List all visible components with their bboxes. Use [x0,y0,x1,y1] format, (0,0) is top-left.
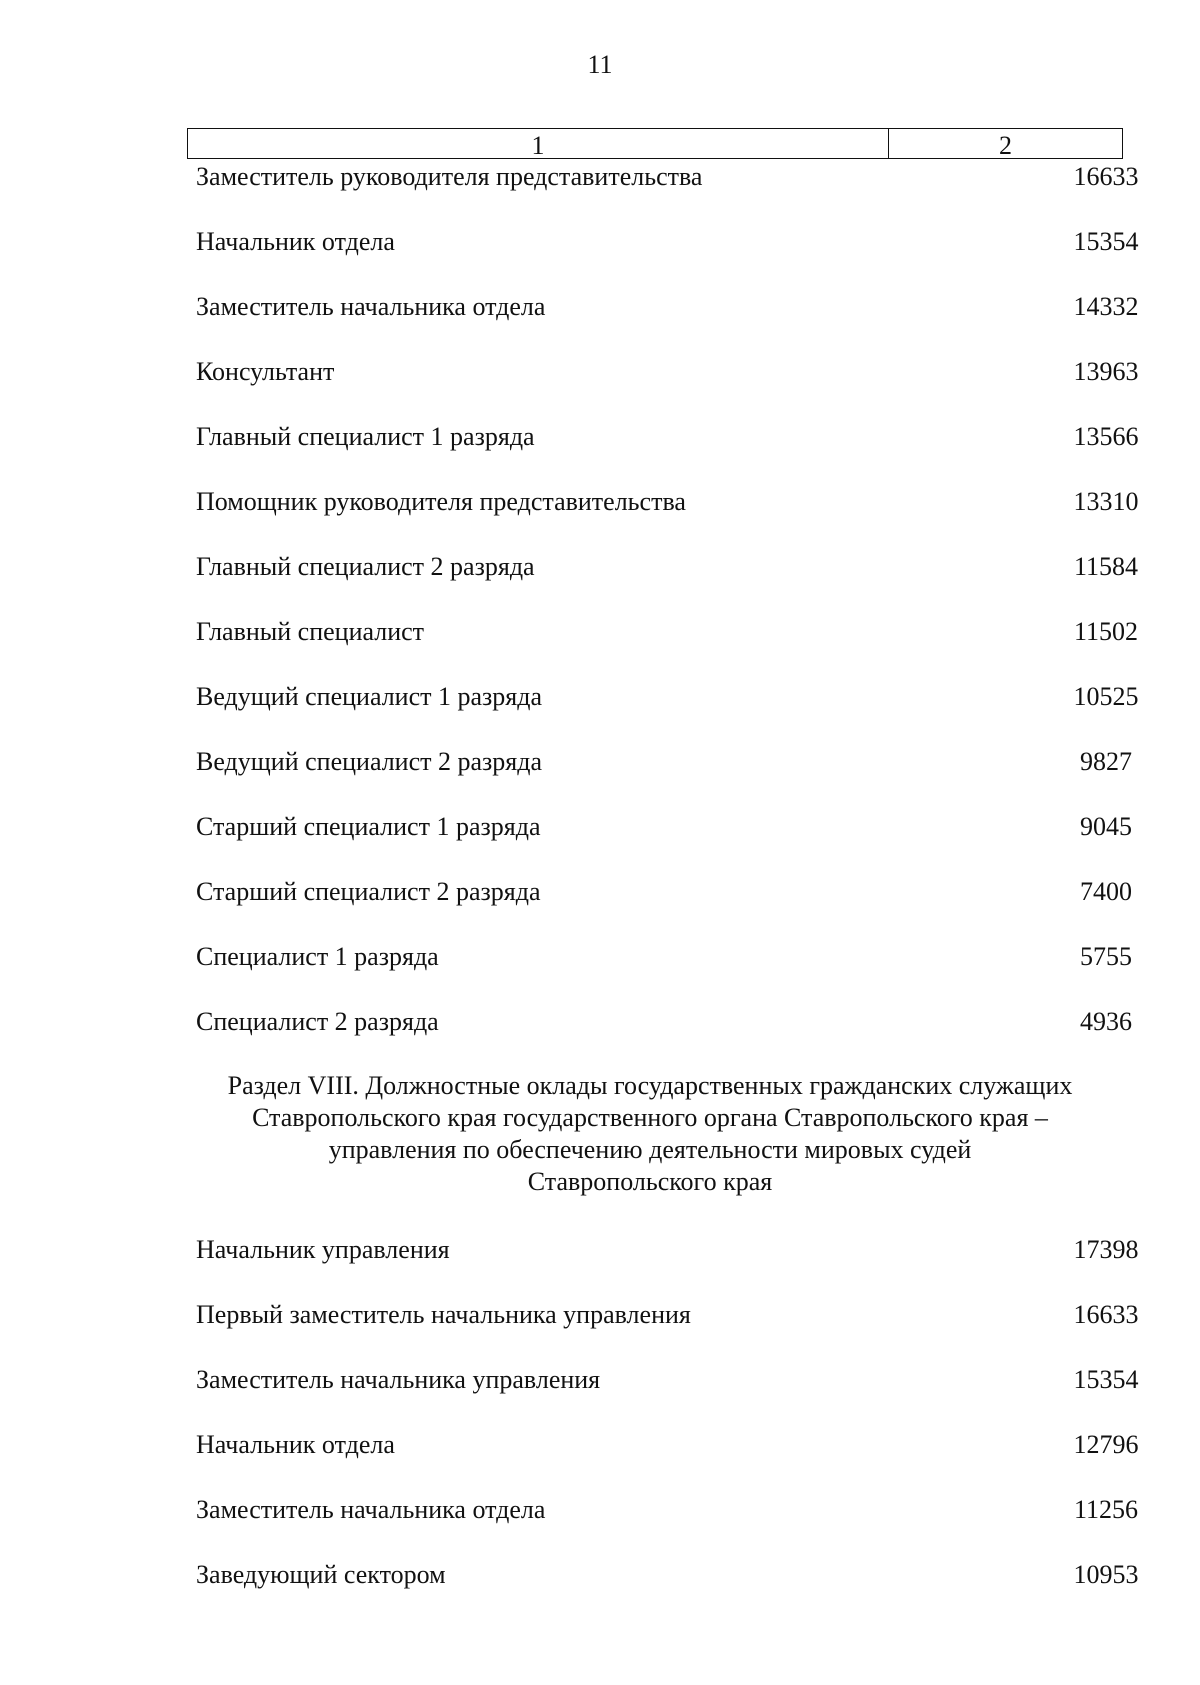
position-title: Главный специалист [196,617,425,646]
table-header-col1: 1 [188,129,889,158]
table-header [187,128,1123,159]
salary-value: 11256 [1073,1495,1139,1524]
position-title: Заместитель начальника отдела [196,1495,546,1524]
salary-value: 15354 [1073,1365,1139,1394]
table-row [196,617,1139,653]
section-heading-line4: Ставропольского края [527,1167,773,1196]
salary-value: 10525 [1073,682,1139,711]
position-title: Главный специалист 2 разряда [196,552,535,581]
position-title: Начальник отдела [196,227,395,256]
position-title: Первый заместитель начальника управления [196,1300,691,1329]
salary-value: 13566 [1073,422,1139,451]
position-title: Заведующий сектором [196,1560,446,1589]
position-title: Начальник управления [196,1235,450,1264]
table-row [196,1365,1139,1401]
table-header-col2: 2 [999,131,1012,160]
table-row [196,422,1139,458]
salary-value: 16633 [1073,162,1139,191]
table-row [196,812,1132,848]
salary-value: 4936 [1080,1007,1132,1036]
salary-value: 11502 [1073,617,1139,646]
table-row [196,942,1132,978]
table-row [196,747,1132,783]
position-title: Начальник отдела [196,1430,395,1459]
table-row [196,552,1139,588]
salary-value: 16633 [1073,1300,1139,1329]
table-row [196,227,1139,263]
salary-value: 9827 [1080,747,1132,776]
table-row [196,292,1139,328]
table-row [196,1560,1139,1596]
table-row [196,1300,1139,1336]
salary-value: 17398 [1073,1235,1139,1264]
salary-value: 14332 [1073,292,1139,321]
table-row [196,877,1132,913]
position-title: Заместитель начальника управления [196,1365,601,1394]
position-title: Старший специалист 1 разряда [196,812,541,841]
table-row [196,1430,1139,1466]
section-heading [150,1070,1150,1198]
section-heading-line2: Ставропольского края государственного органа Ставропольского края – [252,1103,1048,1132]
position-title: Специалист 2 разряда [196,1007,439,1036]
section-heading-line3: управления по обеспечению деятельности мировых судей [328,1135,972,1164]
position-title: Заместитель начальника отдела [196,292,546,321]
salary-value: 11584 [1073,552,1139,581]
position-title: Ведущий специалист 1 разряда [196,682,543,711]
table-row [196,162,1139,198]
table-row [196,1235,1139,1271]
salary-value: 13310 [1073,487,1139,516]
position-title: Ведущий специалист 2 разряда [196,747,543,776]
salary-value: 12796 [1073,1430,1139,1459]
position-title: Помощник руководителя представительства [196,487,686,516]
salary-value: 15354 [1073,227,1139,256]
table-row [196,1495,1139,1531]
salary-value: 13963 [1073,357,1139,386]
table-row [196,357,1139,393]
position-title: Главный специалист 1 разряда [196,422,535,451]
table-row [196,1007,1132,1043]
page-number: 11 [587,50,613,79]
position-title: Заместитель руководителя представительства [196,162,703,191]
position-title: Специалист 1 разряда [196,942,439,971]
table-row [196,487,1139,523]
position-title: Старший специалист 2 разряда [196,877,541,906]
salary-value: 9045 [1080,812,1132,841]
section-heading-line1: Раздел VIII. Должностные оклады государственных гражданских служащих [227,1071,1073,1100]
position-title: Консультант [196,357,335,386]
table-row [196,682,1139,718]
salary-value: 10953 [1073,1560,1139,1589]
salary-value: 7400 [1080,877,1132,906]
salary-value: 5755 [1080,942,1132,971]
